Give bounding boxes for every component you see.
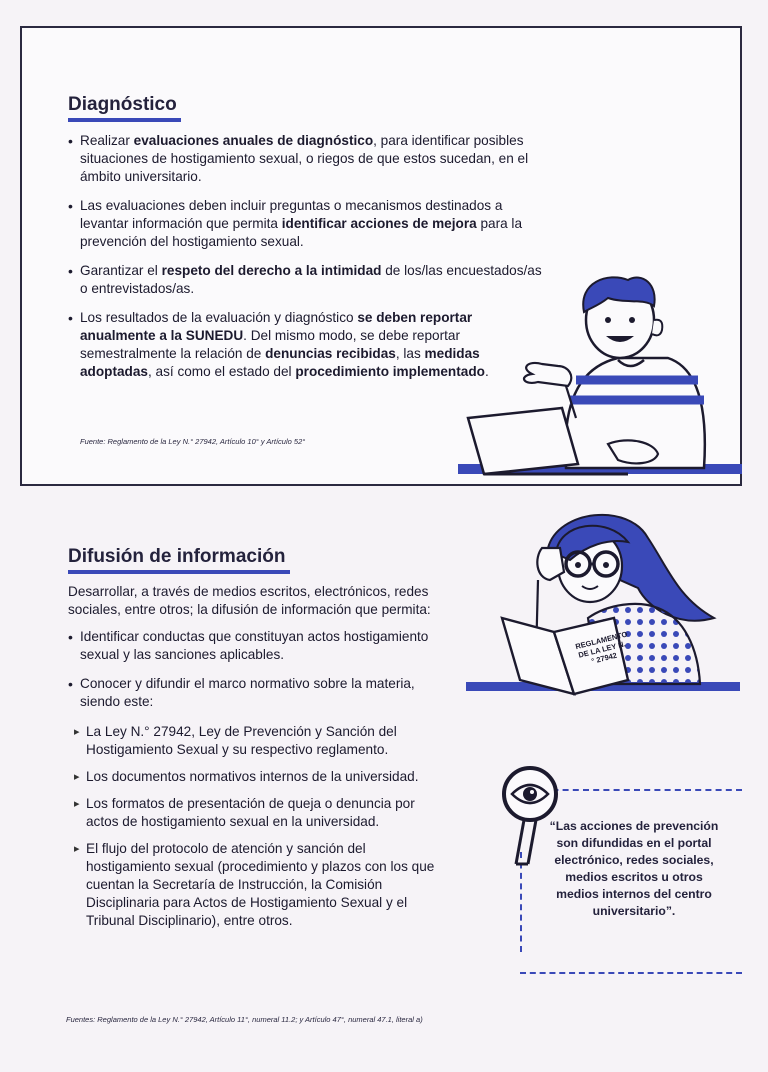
diagnostico-source: Fuente: Reglamento de la Ley N.° 27942, Artículo 10° y Artículo 52° <box>80 437 306 446</box>
book-cover-label: REGLAMENTO DE LA LEY N.° 27942 <box>574 629 629 666</box>
marco-normativo-item: ▸ La Ley N.° 27942, Ley de Prevención y Sanción del Hostigamiento Sexual y su respectivo reglamento. <box>74 723 446 759</box>
diagnostico-item: • Garantizar el respeto del derecho a la intimidad de los/las encuestados/as o entrevistados/as. <box>68 262 542 298</box>
difusion-item: • Identificar conductas que constituyan actos hostigamiento sexual y las sanciones aplicables. <box>68 628 458 664</box>
marco-normativo-list <box>74 723 446 939</box>
diagnostico-item: • Las evaluaciones deben incluir preguntas o mecanismos destinados a levantar información que permita identificar acciones de mejora para la prevención del hostigamiento sexual. <box>68 197 542 251</box>
diagnostico-item: • Realizar evaluaciones anuales de diagnóstico, para identificar posibles situaciones de hostigamiento sexual, o riegos de que estos sucedan, en el ámbito universitario. <box>68 132 542 186</box>
difusion-title: Difusión de información <box>68 546 286 567</box>
man-with-laptop-illustration <box>458 268 748 486</box>
difusion-list <box>68 628 458 722</box>
marco-normativo-item: ▸ Los documentos normativos internos de la universidad. <box>74 768 446 786</box>
callout-border-bottom <box>520 972 742 974</box>
difusion-item: • Conocer y difundir el marco normativo sobre la materia, siendo este: <box>68 675 458 711</box>
callout-border-top <box>532 789 742 791</box>
diagnostico-item: • Los resultados de la evaluación y diagnóstico se deben reportar anualmente a la SUNEDU. Del mismo modo, se debe reportar semestralmente la relación de denuncias recibidas, las medidas adoptadas, así como el estado del procedimiento implementado. <box>68 309 542 381</box>
difusion-intro: Desarrollar, a través de medios escritos, electrónicos, redes sociales, entre otros; la difusión de información que permita: <box>68 584 431 617</box>
diagnostico-title-underline <box>68 118 181 122</box>
marco-normativo-item: ▸ El flujo del protocolo de atención y sanción del hostigamiento sexual (procedimiento y plazos con los que cuentan la Secretaría de Instrucción, la Comisión Disciplinaria para Actos de Hostigamiento Sexual y el Tribunal Disciplinario), entre otros. <box>74 840 446 930</box>
diagnostico-title: Diagnóstico <box>68 94 177 115</box>
quote-text: “Las acciones de prevención son difundidas en el portal electrónico, redes sociales, medios escritos u otros medios internos del centro universitario”. <box>549 819 719 918</box>
marco-normativo-item: ▸ Los formatos de presentación de queja o denuncia por actos de hostigamiento sexual en la universidad. <box>74 795 446 831</box>
woman-reading-illustration <box>478 508 748 708</box>
callout-border-left <box>520 852 522 952</box>
difusion-source: Fuentes: Reglamento de la Ley N.° 27942, Artículo 11°, numeral 11.2; y Artículo 47°, numeral 47.1, literal a) <box>66 1015 423 1024</box>
difusion-title-underline <box>68 570 290 574</box>
